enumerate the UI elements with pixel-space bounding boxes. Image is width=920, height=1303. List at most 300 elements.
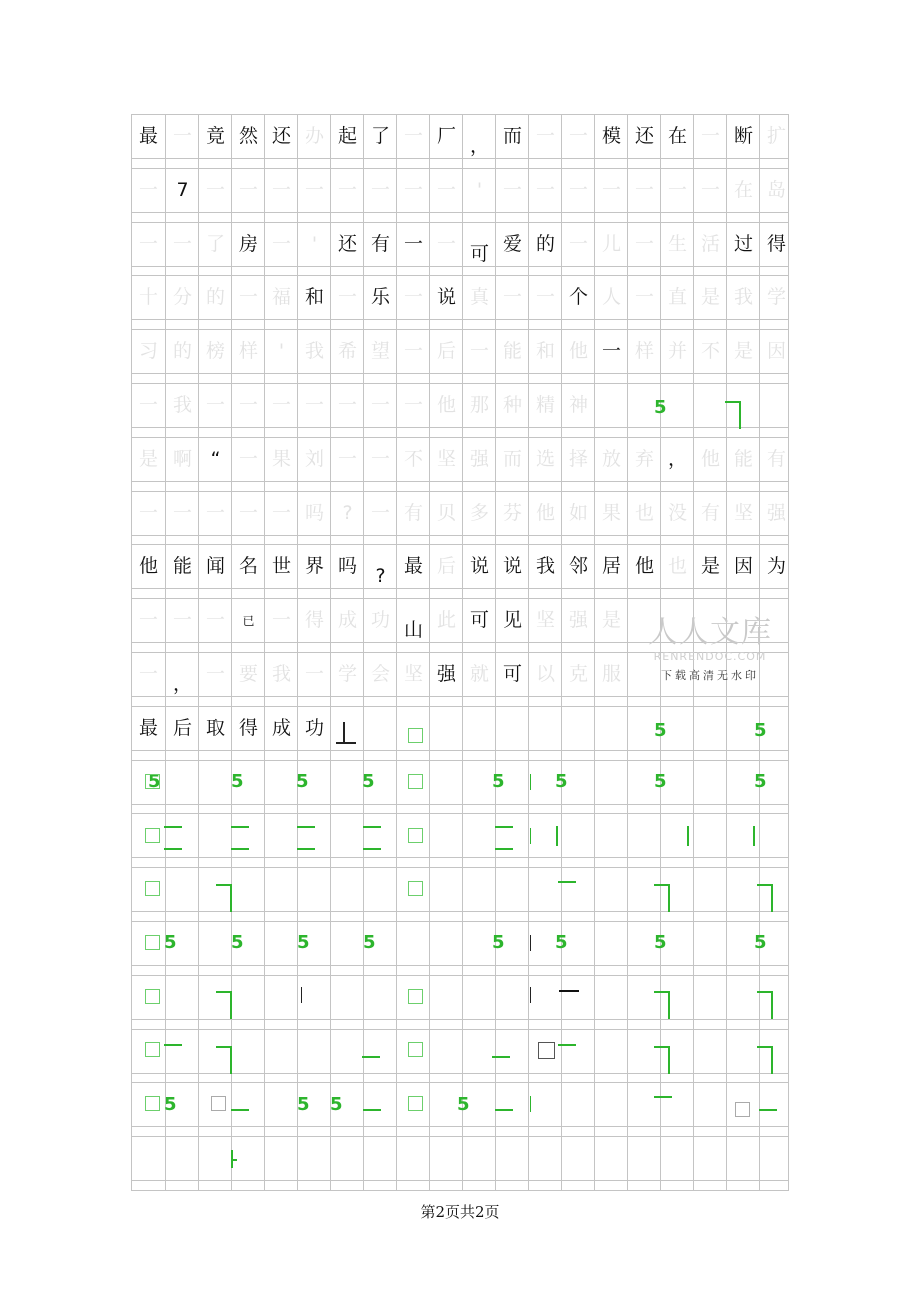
grid-char: 因	[733, 555, 753, 577]
scan-artifact-mark: 5	[457, 1094, 470, 1115]
grid-char: 一	[138, 233, 158, 255]
scan-artifact-mark	[363, 848, 381, 850]
grid-char: 过	[733, 233, 753, 255]
grid-char: 一	[205, 179, 225, 201]
grid-char: 得	[304, 609, 324, 631]
grid-char: 坚	[535, 609, 555, 631]
grid-char: 一	[337, 179, 357, 201]
grid-char: 一	[304, 394, 324, 416]
grid-char: 没	[667, 502, 687, 524]
grid-char: 成	[337, 609, 357, 631]
grid-char: 一	[238, 502, 258, 524]
grid-char: 种	[502, 394, 522, 416]
grid-char: 望	[370, 340, 390, 362]
grid-char: 可	[502, 663, 522, 685]
grid-char: 一	[370, 179, 390, 201]
grid-row-line	[131, 804, 788, 805]
scan-artifact-mark	[725, 401, 741, 429]
grid-char: 一	[172, 609, 192, 631]
scan-artifact-mark	[654, 884, 670, 912]
scan-artifact-mark	[336, 742, 356, 744]
grid-char: 一	[436, 233, 456, 255]
grid-char: 名	[238, 555, 258, 577]
scan-artifact-mark	[145, 771, 161, 792]
grid-char: 一	[271, 502, 291, 524]
grid-char: 世	[271, 555, 291, 577]
grid-char: 吗	[337, 555, 357, 577]
grid-char: 得	[766, 233, 786, 255]
grid-char: 那	[469, 394, 489, 416]
grid-char: 一	[337, 286, 357, 308]
grid-char: 一	[403, 394, 423, 416]
grid-row-line	[131, 975, 788, 976]
grid-char: 不	[403, 448, 423, 470]
scan-artifact-mark: 5	[148, 771, 161, 792]
grid-row-line	[131, 1180, 788, 1181]
grid-char: 希	[337, 340, 357, 362]
scan-artifact-mark	[753, 826, 755, 846]
grid-char: 我	[271, 663, 291, 685]
grid-char: 习	[138, 340, 158, 362]
grid-char: 闻	[205, 555, 225, 577]
grid-char: 一	[138, 179, 158, 201]
grid-char: 我	[172, 394, 192, 416]
scan-artifact-mark	[757, 991, 773, 1019]
grid-char: 最	[403, 555, 423, 577]
grid-char: 的	[535, 233, 555, 255]
grid-char: 说	[469, 555, 489, 577]
grid-char: 一	[667, 179, 687, 201]
grid-char: 起	[337, 125, 357, 147]
scan-artifact-mark	[556, 826, 558, 846]
grid-char: 邻	[568, 555, 588, 577]
grid-row-line	[131, 266, 788, 267]
grid-char: 而	[502, 125, 522, 147]
grid-char: 一	[700, 179, 720, 201]
grid-char: 样	[238, 340, 258, 362]
grid-char: 一	[403, 179, 423, 201]
grid-char: 说	[436, 286, 456, 308]
grid-char: 可	[469, 243, 489, 265]
grid-char: 福	[271, 286, 291, 308]
grid-char: 一	[436, 179, 456, 201]
grid-char: 如	[568, 502, 588, 524]
grid-char: 他	[700, 448, 720, 470]
grid-char: 一	[370, 448, 390, 470]
grid-char: 一	[370, 502, 390, 524]
scan-artifact-mark	[164, 848, 182, 850]
scan-artifact-mark	[735, 1102, 750, 1117]
grid-char: 竟	[205, 125, 225, 147]
grid-char: 十	[138, 286, 158, 308]
grid-char: 一	[502, 286, 522, 308]
grid-char: 功	[304, 717, 324, 739]
grid-char: 和	[304, 286, 324, 308]
grid-char: 坚	[733, 502, 753, 524]
scan-artifact-mark	[164, 1044, 182, 1046]
scan-artifact-mark	[530, 828, 531, 844]
grid-row-line	[131, 965, 788, 966]
grid-char: 也	[634, 502, 654, 524]
grid-char: 一	[271, 394, 291, 416]
grid-char: 芬	[502, 502, 522, 524]
grid-char: 也	[667, 555, 687, 577]
grid-char: 了	[205, 233, 225, 255]
grid-char: 吗	[304, 502, 324, 524]
grid-char: 一	[700, 125, 720, 147]
grid-char: 成	[271, 717, 291, 739]
scan-artifact-mark: 5	[654, 720, 667, 741]
grid-char: 不	[700, 340, 720, 362]
scan-artifact-mark	[297, 848, 315, 850]
grid-char: 我	[535, 555, 555, 577]
grid-char: 刘	[304, 448, 324, 470]
grid-char: 然	[238, 125, 258, 147]
scan-artifact-mark	[231, 1109, 249, 1111]
scan-artifact-mark	[408, 1042, 423, 1057]
grid-char: 他	[138, 555, 158, 577]
scan-artifact-mark	[297, 826, 315, 828]
scan-artifact-mark: 5	[297, 932, 310, 953]
grid-char: 乐	[370, 286, 390, 308]
grid-char: 的	[205, 286, 225, 308]
grid-char: 一	[138, 502, 158, 524]
scan-artifact-mark	[530, 987, 531, 1003]
grid-char: 房	[238, 233, 258, 255]
scan-artifact-mark: 5	[330, 1094, 343, 1115]
grid-row-line	[131, 1019, 788, 1020]
scan-artifact-mark	[231, 826, 249, 828]
grid-char: 直	[667, 286, 687, 308]
grid-row-line	[131, 212, 788, 213]
grid-char: 他	[535, 502, 555, 524]
scan-artifact-mark	[363, 1109, 381, 1111]
grid-char: 一	[403, 286, 423, 308]
scan-artifact-mark: 5	[231, 771, 244, 792]
grid-char: 弃	[634, 448, 654, 470]
grid-char: 一	[304, 663, 324, 685]
grid-char: 选	[535, 448, 555, 470]
scan-artifact-mark: 5	[164, 1094, 177, 1115]
grid-char: 此	[436, 609, 456, 631]
scan-artifact-mark: 5	[754, 932, 767, 953]
grid-char: 一	[238, 286, 258, 308]
scan-artifact-mark	[530, 1096, 531, 1112]
grid-char: 强	[469, 448, 489, 470]
grid-char: 一	[601, 179, 621, 201]
scan-artifact-mark	[211, 1096, 226, 1111]
scan-artifact-mark	[408, 989, 423, 1004]
scan-artifact-mark	[408, 881, 423, 896]
scan-artifact-mark	[145, 828, 160, 843]
grid-char: 生	[667, 233, 687, 255]
grid-char: 一	[403, 125, 423, 147]
grid-row-line	[131, 427, 788, 428]
grid-char: 断	[733, 125, 753, 147]
grid-char: 一	[271, 609, 291, 631]
grid-char: 取	[205, 717, 225, 739]
grid-char: 贝	[436, 502, 456, 524]
scan-artifact-mark: 5	[296, 771, 309, 792]
grid-char: 我	[304, 340, 324, 362]
grid-row-line	[131, 158, 788, 159]
grid-char: 还	[337, 233, 357, 255]
grid-char: 功	[370, 609, 390, 631]
grid-char: 而	[502, 448, 522, 470]
grid-char: 是	[700, 286, 720, 308]
grid-char: '	[476, 179, 483, 201]
grid-char: 克	[568, 663, 588, 685]
scan-artifact-mark	[408, 728, 423, 743]
grid-char: 坚	[403, 663, 423, 685]
grid-char: 果	[271, 448, 291, 470]
grid-char: 一	[172, 502, 192, 524]
grid-char: 是	[601, 609, 621, 631]
grid-char: ，	[172, 673, 192, 695]
grid-char: 以	[535, 663, 555, 685]
grid-char: 人	[601, 286, 621, 308]
grid-char: 儿	[601, 233, 621, 255]
scan-artifact-mark	[530, 935, 531, 951]
scan-artifact-mark	[164, 826, 182, 828]
grid-char: ，	[667, 448, 687, 470]
grid-row-line	[131, 535, 788, 536]
scan-artifact-mark: 5	[231, 932, 244, 953]
grid-char: 扩	[766, 125, 786, 147]
grid-char: 放	[601, 448, 621, 470]
scan-artifact-mark: 5	[754, 771, 767, 792]
grid-char: 坚	[436, 448, 456, 470]
watermark	[645, 615, 775, 683]
grid-char: 榜	[205, 340, 225, 362]
scan-artifact-mark	[757, 1046, 773, 1074]
grid-char: ?	[342, 502, 353, 524]
watermark-subtitle: 下载高清无水印	[661, 669, 759, 682]
grid-char: 他	[634, 555, 654, 577]
scan-artifact-mark	[558, 881, 576, 883]
grid-char: 居	[601, 555, 621, 577]
grid-char: 因	[766, 340, 786, 362]
grid-row-line	[131, 696, 788, 697]
scan-artifact-mark: 5	[555, 932, 568, 953]
scan-artifact-mark: 5	[654, 771, 667, 792]
watermark-domain: RENRENDOC.COM	[653, 650, 767, 663]
grid-row-line	[131, 373, 788, 374]
scan-artifact-mark: 5	[754, 720, 767, 741]
scan-artifact-mark	[757, 884, 773, 912]
grid-row-line	[131, 921, 788, 922]
grid-char: 还	[634, 125, 654, 147]
scan-artifact-mark: 5	[297, 1094, 310, 1115]
grid-char: 一	[469, 340, 489, 362]
grid-row-line	[131, 760, 788, 761]
grid-char: 强	[568, 609, 588, 631]
grid-char: 爱	[502, 233, 522, 255]
grid-char: 一	[370, 394, 390, 416]
scan-artifact-mark	[492, 1056, 510, 1058]
grid-char: 一	[337, 448, 357, 470]
grid-char: 个	[568, 286, 588, 308]
scan-artifact-mark	[145, 989, 160, 1004]
grid-char: 一	[403, 340, 423, 362]
grid-char: 山	[403, 619, 423, 641]
grid-row-line	[131, 1082, 788, 1083]
scan-artifact-mark	[408, 828, 423, 843]
grid-char: 还	[271, 125, 291, 147]
grid-char: '	[311, 233, 318, 255]
grid-row-line	[131, 319, 788, 320]
grid-char: 会	[370, 663, 390, 685]
scan-artifact-mark	[363, 826, 381, 828]
scan-artifact-mark	[495, 848, 513, 850]
grid-char: 一	[502, 179, 522, 201]
grid-char: 一	[535, 179, 555, 201]
scan-artifact-mark	[145, 1042, 160, 1057]
scan-artifact-mark	[495, 1109, 513, 1111]
grid-char: 有	[700, 502, 720, 524]
grid-char: 果	[601, 502, 621, 524]
grid-char: ?	[375, 565, 386, 587]
grid-row-line	[131, 750, 788, 751]
grid-char: 一	[403, 233, 423, 255]
grid-char: 一	[205, 502, 225, 524]
scan-artifact-mark: 5	[363, 932, 376, 953]
scan-artifact-mark	[687, 826, 689, 846]
grid-char: 了	[370, 125, 390, 147]
grid-char: 样	[634, 340, 654, 362]
grid-char: 分	[172, 286, 192, 308]
scan-artifact-mark	[301, 987, 302, 1003]
grid-char: 精	[535, 394, 555, 416]
grid-char: 是	[700, 555, 720, 577]
scan-artifact-mark	[216, 1046, 232, 1074]
grid-char: 学	[337, 663, 357, 685]
scan-artifact-mark	[408, 774, 423, 789]
grid-char: 啊	[172, 448, 192, 470]
grid-char: 有	[403, 502, 423, 524]
grid-char: 一	[568, 233, 588, 255]
grid-char: 一	[138, 609, 158, 631]
grid-char: 一	[535, 286, 555, 308]
grid-char: 后	[436, 340, 456, 362]
grid-char: 界	[304, 555, 324, 577]
grid-char: 为	[766, 555, 786, 577]
grid-char: 一	[601, 340, 621, 362]
grid-row-line	[131, 1136, 788, 1137]
grid-row-line	[131, 867, 788, 868]
grid-char: 是	[138, 448, 158, 470]
grid-char: 可	[469, 609, 489, 631]
grid-char: 厂	[436, 125, 456, 147]
grid-char: 一	[568, 179, 588, 201]
grid-char: 一	[634, 179, 654, 201]
grid-row-line	[131, 1126, 788, 1127]
scan-artifact-mark	[362, 1056, 380, 1058]
grid-row-line	[131, 481, 788, 482]
grid-char: 见	[502, 609, 522, 631]
grid-char: 一	[172, 125, 192, 147]
scan-artifact-mark	[216, 991, 232, 1019]
grid-char: 一	[535, 125, 555, 147]
grid-char: 有	[370, 233, 390, 255]
grid-char: 我	[733, 286, 753, 308]
grid-row-line	[131, 588, 788, 589]
grid-char: 能	[733, 448, 753, 470]
grid-char: 择	[568, 448, 588, 470]
grid-char: 神	[568, 394, 588, 416]
grid-char: 他	[436, 394, 456, 416]
grid-char: 多	[469, 502, 489, 524]
grid-char: 一	[138, 394, 158, 416]
scan-artifact-mark	[654, 991, 670, 1019]
grid-char: ，	[469, 135, 489, 157]
watermark-logo: 人人文库	[648, 615, 772, 650]
grid-char: 一	[568, 125, 588, 147]
scan-artifact-mark: 5	[654, 397, 667, 418]
grid-char: 能	[172, 555, 192, 577]
scan-artifact-mark	[759, 1109, 777, 1111]
scan-artifact-mark	[408, 1096, 423, 1111]
scan-artifact-mark	[145, 1096, 160, 1111]
grid-char: '	[278, 340, 285, 362]
grid-char: 模	[601, 125, 621, 147]
grid-char: 并	[667, 340, 687, 362]
grid-row-line	[131, 1029, 788, 1030]
grid-char: 后	[436, 555, 456, 577]
grid-row-line	[131, 813, 788, 814]
grid-char: 一	[238, 394, 258, 416]
grid-char: 一	[271, 179, 291, 201]
scan-artifact-mark: 5	[492, 771, 505, 792]
grid-char: “	[210, 448, 221, 470]
grid-char: 的	[172, 340, 192, 362]
grid-char: 一	[271, 233, 291, 255]
scan-artifact-mark	[559, 990, 579, 992]
grid-char: 岛	[766, 179, 786, 201]
scan-artifact-mark: 5	[555, 771, 568, 792]
grid-char: 他	[568, 340, 588, 362]
grid-char: 说	[502, 555, 522, 577]
scan-artifact-mark: 5	[164, 932, 177, 953]
grid-char: 和	[535, 340, 555, 362]
grid-char: 一	[304, 179, 324, 201]
grid-char: 最	[138, 717, 158, 739]
grid-char: 一	[138, 663, 158, 685]
scan-artifact-mark	[538, 1042, 555, 1059]
grid-char: 一	[634, 233, 654, 255]
scan-artifact-mark	[145, 935, 160, 950]
scan-artifact-mark	[343, 722, 345, 744]
scan-artifact-mark	[216, 884, 232, 912]
grid-char: 得	[238, 717, 258, 739]
grid-char: 后	[172, 717, 192, 739]
grid-char: 服	[601, 663, 621, 685]
grid-char: 有	[766, 448, 786, 470]
scan-artifact-mark	[231, 1159, 237, 1161]
grid-char: 在	[733, 179, 753, 201]
grid-row-line	[131, 857, 788, 858]
grid-char: 强	[436, 663, 456, 685]
scan-artifact-mark: 5	[362, 771, 375, 792]
grid-char: 就	[469, 663, 489, 685]
scan-artifact-mark: 5	[654, 932, 667, 953]
grid-char: 能	[502, 340, 522, 362]
grid-char: 活	[700, 233, 720, 255]
grid-char: 学	[766, 286, 786, 308]
grid-char: 强	[766, 502, 786, 524]
grid-char: 办	[304, 125, 324, 147]
page-footer: 第2页共2页	[420, 1203, 500, 1221]
